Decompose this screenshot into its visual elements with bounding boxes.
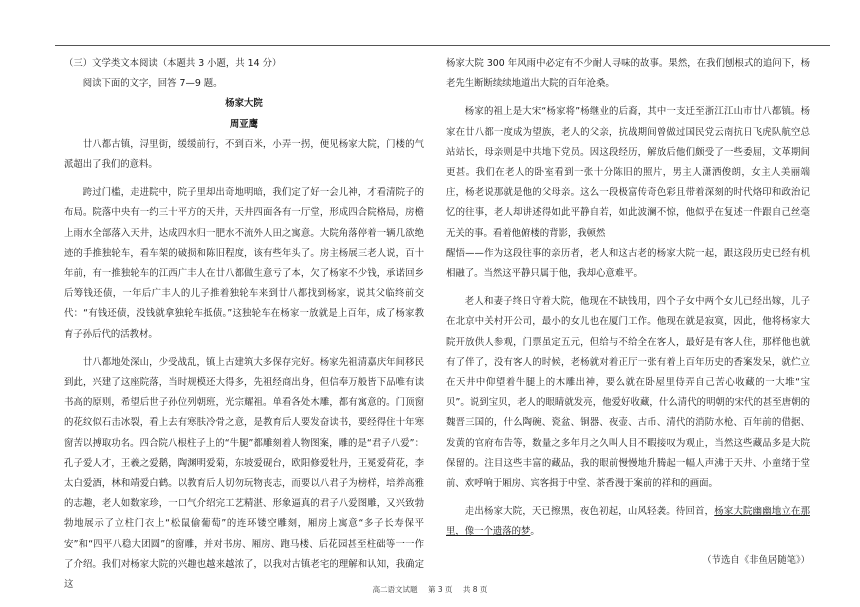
closing-punct: 。 — [530, 526, 540, 538]
section-title: （三）文学类文本阅读（本题共 3 小题，共 14 分） — [64, 58, 282, 69]
footer-subject: 高二语文试题 — [372, 585, 418, 594]
source-citation: （节选自《非鱼居随笔》） — [702, 554, 810, 566]
article-author: 周亚鹰 — [229, 118, 259, 130]
paragraph: 杨家大院 300 年风雨中必定有不少耐人寻味的故事。果然，在我们刨根式的追问下，杨老先生断断续续地道出大院的百年沧桑。 — [446, 58, 810, 90]
paragraph: 廿八都古镇，浔里街，缓缓前行，不到百米，小弄一拐，便见杨家大院，门楼的气派超出了我们的意料。 — [64, 138, 424, 171]
header-rule — [55, 45, 830, 46]
paragraph: 老人和妻子终日守着大院，他现在不缺钱用，四个子女中两个女儿已经出嫁，儿子在北京中关村开公司，最小的女儿也在厦门工作。他现在就是寂寞，因此，他将杨家大院开放供人参观，门票虽定五元，但给与不给全在客人，最好是有客人住，那样他也就有了伴了，没有客人的时候，老杨就对着正厅一张有着上百年历史的香案发呆，就伫立在天井中仰望着牛腿上的木雕出神，要么就在卧屋里侍弄自己苦心收藏的一大堆“宝贝”。说到宝贝，老人的眼睛就发亮，他爱好收藏，什么清代的明朝的宋代的甚至唐朝的魏晋三国的，什么陶碗、瓷盆、铜器、夜壶、古币、清代的消防水枪、百年前的借据、发黄的官府布告等，数量之多年月之久叫人目不暇接叹为观止，当然这些藏品多是大院保留的。注目这些丰富的藏品，我的眼前慢慢地升腾起一幅人声沸于天井、小童绪于堂前、欢呼响于厢房、宾客揖于中堂、茶香漫于案前的祥和的画面。 — [446, 296, 810, 490]
closing-text: 走出杨家大院，天已擦黑，夜色初起，山风轻袭。待回首， — [464, 506, 715, 518]
instruction: 阅读下面的文字，回答 7—9 题。 — [82, 78, 223, 90]
paragraph: 廿八都地处深山，少受战乱，镇上古建筑大多保存完好。杨家先祖清嘉庆年间移民到此，兴建了这座院落，当时规模还大得多，先祖经商出身，但信奉万般皆下品唯有读书高的原则，希望后世子孙位列朝班，光宗耀祖。单看各处木雕，都有寓意的。门顶窗的花纹似石击冰裂，看上去有寒肤冷骨之意，是教育后人要发奋读书，要经得住十年寒窗苦以搏取功名。四合院八根柱子上的“牛腿”都雕刻着人物图案，雕的是“君子八爱”：孔子爱人才，王羲之爱鹅，陶渊明爱菊，东坡爱砚台，欧阳修爱牡丹，王冕爱荷花，李太白爱酒，林和靖爱白鹤。以教育后人切勿玩物丧志，而要以八君子为榜样，培养高雅的志趣，老人如数家珍，一口气介绍完工艺精湛、形象逼真的君子八爱图雕，又兴致勃勃地展示了立柱门衣上“松鼠偷葡萄”的连环镂空雕刻，厢房上寓意“多子长寿保平安”和“四平八稳大团圆”的窗雕，并对书房、厢房、跑马楼、后花园甚至柱础等一一作了介绍。我们对杨家大院的兴趣也越来越浓了，以我对古镇老宅的理解和认知，我确定这 — [64, 356, 424, 591]
paragraph: 醒悟——作为这段往事的亲历者，老人和这古老的杨家大院一起，跟这段历史已经有机相融了。当然这平静只属于他，我却心意难平。 — [446, 247, 810, 280]
right-column — [446, 54, 810, 571]
page-footer — [0, 584, 860, 595]
footer-page: 第 3 页 — [427, 585, 453, 594]
left-column — [64, 54, 424, 595]
closing-paragraph — [446, 502, 810, 542]
article-title: 杨家大院 — [225, 98, 263, 110]
footer-total: 共 8 页 — [462, 585, 488, 594]
paragraph: 杨家的祖上是大宋“杨家将”杨继业的后裔，其中一支迁至浙江江山市廿八都镇。杨家在廿八都一度成为望族，老人的父亲，抗战期间曾做过国民党云南抗日飞虎队航空总站站长，母亲则是中共地下党员。因这段经历，解放后他们颇受了一些委屈，文革期间更甚。我们在老人的卧室看到一张十分陈旧的照片，男主人潇洒俊朗，女主人美丽端庄，杨老说那就是他的父母亲。这么一段极富传奇色彩且带着深刻的时代烙印和政治记忆的往事，老人却讲述得如此平静自若，如此波澜不惊，他似乎在复述一件跟自己丝毫无关的事。看着他俯楼的背影，我顿然 — [446, 106, 810, 239]
paragraph: 跨过门槛，走进院中，院子里却出奇地明暗，我们定了好一会儿神，才看清院子的布局。院落中央有一约三十平方的天井，天井四面各有一厅堂，形成四合院格局，房檐上雨水全部落入天井，达成四水归一肥水不流外人田之寓意。大院角落停着一辆几欲绝迹的手推独轮车，看车架的破损和陈旧程度，该有些年头了。房主杨展三老人说，百十年前，有一推独轮车的江西广丰人在廿八都做生意亏了本，欠了杨家不少钱，承诺回乡后筹钱还债，一年后广丰人的儿子推着独轮车来到廿八都找到杨家，说其父临终前交代：“有钱还债，没钱就拿独轮车抵债。”这独轮车在杨家一放就是上百年，成了杨家教育子孙后代的活教材。 — [64, 187, 424, 340]
underlined-sentence: 杨家大院幽幽地立在那里，像一个遗落的梦 — [446, 506, 810, 538]
